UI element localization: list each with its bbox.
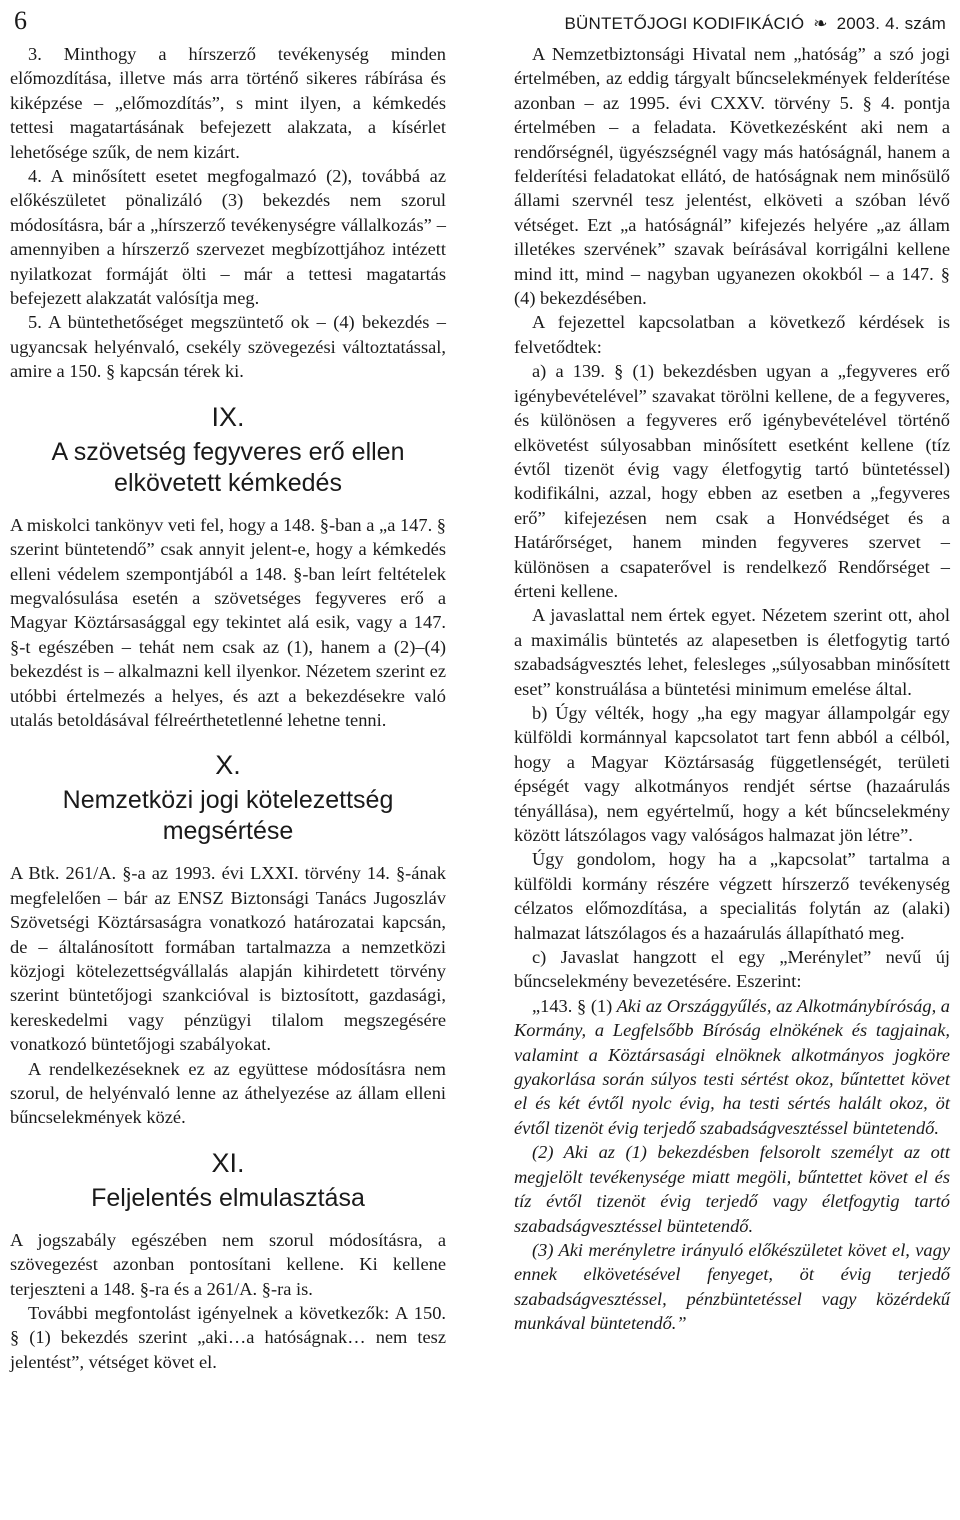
paragraph: c) Javaslat hangzott el egy „Merénylet” nevű új bűncselekmény bevezetésére. Eszerint:	[514, 947, 950, 992]
quote-text: Aki az Országgyűlés, az Alkotmánybíróság, a Kormány, a Legfelsőbb Bíróság elnökének és tagjainak, valamint a Köztársasági elnöknek alkotmányos jogköre gyakorlása során súlyos testi sértést okoz, bűntettet követ el és két évtől nyolc évig, ha testi sértés halált okoz, öt évtől tizenöt évig terjedő szabadságvesztéssel büntetendő.	[514, 995, 950, 1138]
paragraph: 3. Minthogy a hírszerző tevékenység minden előmozdítása, illetve más arra történő sikeres rábírása és kiképzése – „előmozdítás”, s mint ilyen, a kémkedés tettesi magatartásának befejezett alakzata, a kísérlet lehetősége szűk, de nem kizárt.	[10, 44, 446, 162]
paragraph: b) Úgy vélték, hogy „ha egy magyar állampolgár egy külföldi kormánnyal kapcsolatot tart fenn abból a célból, hogy a Magyar Köztársaság függetlenségét, területi épségét vagy alkotmányos rendjét sértse (hazaárulás tényállása), nem egyértelmű, hogy a két bűncselekmény között látszólagos vagy valóságos halmazat jön létre”.	[514, 702, 950, 845]
section-heading-xi	[10, 1148, 446, 1214]
section-title: Feljelentés elmulasztása	[91, 1183, 365, 1212]
paragraph: A jogszabály egészében nem szorul módosításra, a szövegezést azonban pontosítani kellene. Ki kellene terjeszteni a 148. §-ra és a 261/A. §-ra is.	[10, 1229, 446, 1299]
paragraph: a) a 139. § (1) bekezdésben ugyan a „fegyveres erő igénybevételével” szavakat törölni kellene, de a fegyveres, és különösen a fegyveres erő igénybevételével történő elkövetést súlyosabban minősített esetként kellene (tíz évtől tizenöt évig vagy életfogytig tartó büntetéssel) kodifikálni, azzal, hogy ebben az esetben a „fegyveres erő” kifejezésen nem csak a Honvédséget és a Határőrséget, hanem minden fegyveres szervet – különösen a csapaterővel is rendelkező Rendőrséget – érteni kellene.	[514, 361, 950, 601]
paragraph: 5. A büntethetőséget megszüntető ok – (4) bekezdés – ugyancsak helyénvaló, csekély szövegezési változtatással, amire a 150. § kapcsán térek ki.	[10, 312, 446, 382]
quoted-paragraph: (2) Aki az (1) bekezdésben felsorolt személyt az ott megjelölt tevékenysége miatt megöli, bűntettet követ el és tíz évtől tizenöt évig terjedő vagy életfogytig tartó szabadságvesztéssel büntetendő.	[514, 1142, 950, 1236]
paragraph: A miskolci tankönyv veti fel, hogy a 148. §-ban a „a 147. § szerint büntetendő” csak annyit jelent-e, hogy a kémkedés elleni védelem szempontjából a 148. §-ban leírt feltételek megvalósulása esetén a szövetséges fegyveres erő a Magyar Köztársasággal egy tekintet alá esik, vagy a 147. §-t egészében – tehát nem csak az (1), hanem a (2)–(4) bekezdést is – alkalmazni kell ilyenkor. Nézetem szerint ez utóbbi értelmezés a helyes, és azt a bekezdésekre való utalás betoldásával félreérthetetlenné lehetne tenni.	[10, 514, 446, 730]
quoted-paragraph: (3) Aki merényletre irányuló előkészületet követ el, vagy ennek elkövetésével fenyeget, öt évig terjedő szabadságvesztéssel, pénzbüntetéssel vagy közérdekű munkával büntetendő.”	[514, 1239, 950, 1334]
paragraph: Úgy gondolom, hogy ha a „kapcsolat” tartalma a külföldi kormány részére végzett hírszerző tevékenység célzatos előmozdítása, a specialitás folytán az (alaki) halmazat látszólagos és a hazaárulás állapítható meg.	[514, 849, 950, 943]
paragraph: További megfontolást igényelnek a következők: A 150. § (1) bekezdés szerint „aki…a hatóságnak… nem tesz jelentést”, vétséget követ el.	[10, 1303, 446, 1372]
section-heading-x	[10, 750, 446, 847]
section-title: A szövetség fegyveres erő ellen elkövetett kémkedés	[51, 437, 405, 497]
paragraph: A Nemzetbiztonsági Hivatal nem „hatóság” a szó jogi értelmében, az eddig tárgyalt bűncselekmények felderítése azonban – az 1995. évi CXXV. törvény 5. § 4. pontja értelmében – a feladata. Következésként aki nem a rendőrségnél, ügyészségnél vagy más hatóságnál, hanem a felderítési feladatokat ellátó, de hatóságnak nem minősülő állami szervnél tesz jelentést, elköveti a szóban lévő vétséget. Ezt „a hatóságnál” kifejezés helyére „az állam illetékes szervének” szavak beírásával korrigálni kellene mind itt, mind – nagyban ugyanezen okokból – a 147. § (4) bekezdésében.	[514, 44, 950, 309]
paragraph: A javaslattal nem értek egyet. Nézetem szerint ott, ahol a maximális büntetés az alapesetben is életfogytig tartó szabadságvesztés lehet, felesleges „súlyosabban minősített eset” konstruálása a büntetési minimum emelése által.	[514, 605, 950, 699]
left-column	[10, 42, 446, 1374]
quoted-paragraph	[514, 994, 950, 1140]
quote-lead: „143. § (1)	[532, 995, 613, 1016]
section-number: X.	[215, 750, 241, 781]
section-heading-ix	[10, 402, 446, 499]
section-number: IX.	[211, 401, 245, 432]
paragraph: A rendelkezéseknek ez az együttese módosításra nem szorul, de helyénvaló lenne az áthelyezése az állam elleni bűncselekmények közé.	[10, 1058, 446, 1128]
section-title: Nemzetközi jogi kötelezettség megsértése	[62, 786, 394, 846]
right-column	[514, 42, 950, 1336]
journal-title: BÜNTETŐJOGI KODIFIKÁCIÓ	[564, 14, 805, 33]
ornament-icon: ❧	[813, 14, 828, 33]
paragraph: 4. A minősített esetet megfogalmazó (2), továbbá az előkészületet pönalizáló (3) bekezdés nem szorul módosításra, bár a „hírszerző tevékenységre vállalkozás” – amennyiben a hírszerző szervezet megbízottjához intézett nyilatkozat formáját ölti – már a tettesi magatartás befejezett alakzatát valósítja meg.	[10, 166, 446, 309]
page-number: 6	[14, 6, 27, 35]
paragraph: A Btk. 261/A. §-a az 1993. évi LXXI. törvény 14. §-ának megfelelően – bár az ENSZ Biztonsági Tanács Jugoszláv Szövetségi Köztársaságra vonatkozó határozatai kapcsán, de – általánosított formában tartalmazza a nemzetközi közjogi kötelezettségvállalás alapján kihirdetett törvény szerint büntetőjogi szankcióval is biztosított, gazdasági, kereskedelmi vagy pénzügyi tilalom megszegésére vonatkozó büntetőjogi szabályokat.	[10, 863, 446, 1055]
page-header	[14, 6, 946, 35]
issue-label: 2003. 4. szám	[836, 14, 946, 33]
section-number: XI.	[211, 1147, 245, 1178]
running-header	[564, 14, 946, 34]
paragraph: A fejezettel kapcsolatban a következő kérdések is felvetődtek:	[514, 312, 950, 357]
